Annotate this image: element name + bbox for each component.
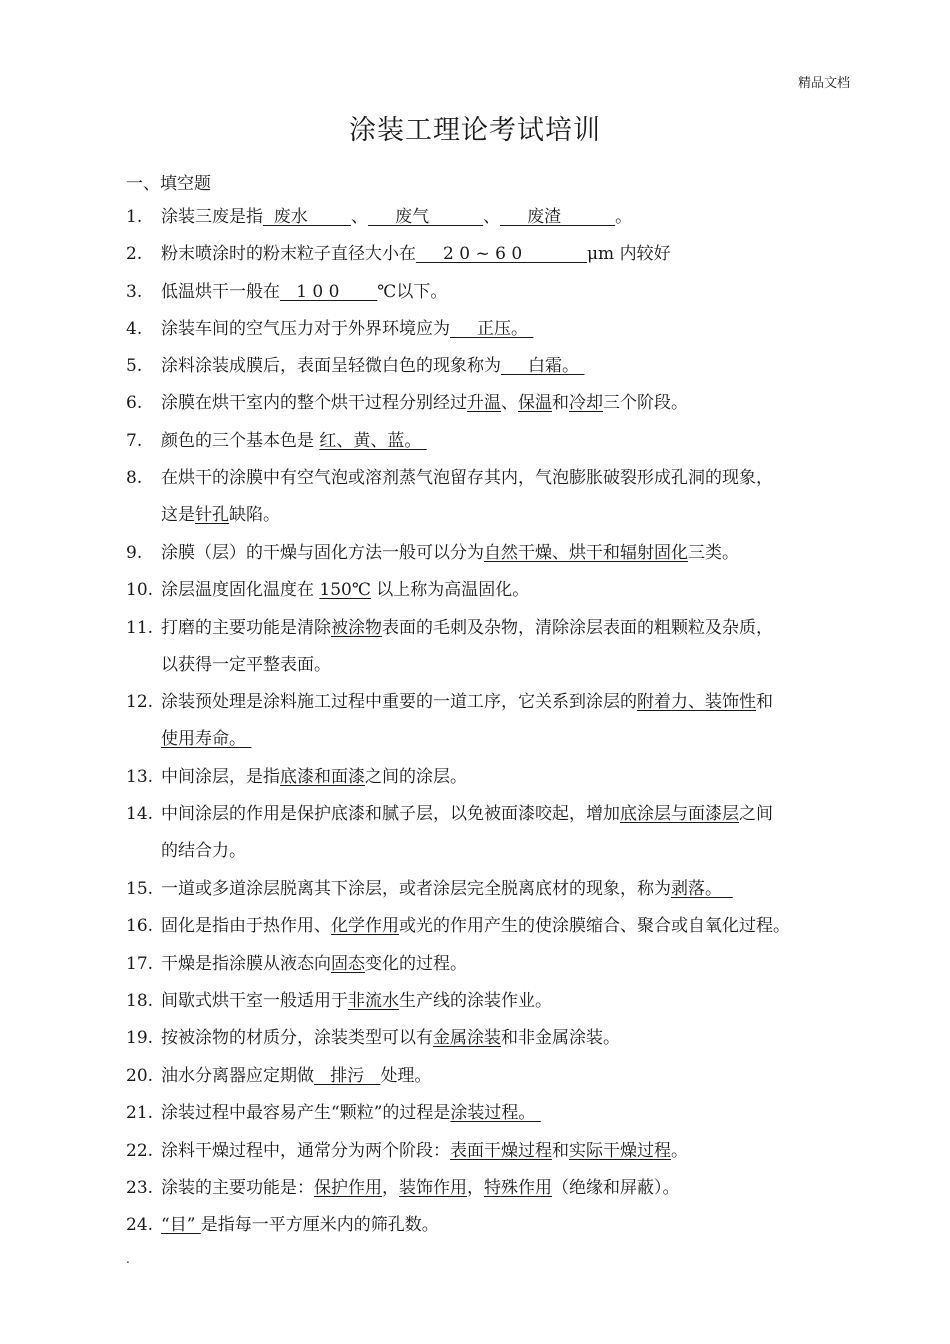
answer-blank: 实际干燥过程: [569, 1141, 671, 1161]
answer-blank: 自然干燥、烘干和辐射固化: [484, 543, 688, 563]
question-22: 22. 涂料干燥过程中，通常分为两个阶段：表面干燥过程和实际干燥过程。: [126, 1141, 688, 1161]
question-19: 19. 按被涂物的材质分，涂装类型可以有金属涂装和非金属涂装。: [126, 1028, 620, 1048]
answer-blank: 红、黄、蓝。: [319, 431, 427, 451]
question-3: 3. 低温烘干一般在 1 0 0 ℃以下。: [126, 282, 448, 302]
answer-blank: 金属涂装: [433, 1028, 501, 1048]
answer-blank: 保温: [518, 393, 552, 413]
answer-blank: 2 0 ~ 6 0: [416, 244, 587, 264]
answer-blank: 废渣: [500, 207, 616, 227]
answer-blank: 废水: [263, 207, 352, 227]
question-20: 20. 油水分离器应定期做 排污 处理。: [126, 1066, 432, 1086]
question-5: 5. 涂料涂装成膜后，表面呈轻微白色的现象称为 白霜。: [126, 356, 585, 376]
question-23: 23. 涂装的主要功能是：保护作用，装饰作用，特殊作用（绝缘和屏蔽）。: [126, 1178, 680, 1198]
answer-blank: 正压。: [450, 319, 534, 339]
answer-blank: 化学作用: [331, 916, 399, 936]
answer-blank: 固态: [331, 954, 365, 974]
question-10: 10. 涂层温度固化温度在 150℃ 以上称为高温固化。: [126, 580, 530, 600]
question-6: 6. 涂膜在烘干室内的整个烘干过程分别经过升温、保温和冷却三个阶段。: [126, 393, 688, 413]
question-8: 8. 在烘干的涂膜中有空气泡或溶剂蒸气泡留存其内，气泡膨胀破裂形成孔洞的现象， 这是针孔缺陷。: [126, 468, 773, 525]
answer-blank: 冷却: [569, 393, 603, 413]
question-24: 24. “目” 是指每一平方厘米内的筛孔数。: [126, 1215, 439, 1235]
answer-blank: 排污: [314, 1066, 381, 1086]
page-title: 涂装工理论考试培训: [349, 115, 601, 146]
question-15: 15. 一道或多道涂层脱离其下涂层，或者涂层完全脱离底材的现象，称为剥落。: [126, 879, 733, 899]
footer-mark: .: [126, 1252, 130, 1266]
question-16: 16. 固化是指由于热作用、化学作用或光的作用产生的使涂膜缩合、聚合或自氧化过程。: [126, 916, 790, 936]
answer-blank: 使用寿命。: [161, 729, 252, 749]
question-17: 17. 干燥是指涂膜从液态向固态变化的过程。: [126, 954, 467, 974]
answer-blank: 剥落。: [671, 879, 733, 899]
question-1: 1. 涂装三废是指 废水 、 废气 、 废渣 。: [126, 207, 633, 227]
question-14: 14. 中间涂层的作用是保护底漆和腻子层，以免被面漆咬起，增加底涂层与面漆层之间 的结合力。: [126, 804, 773, 861]
answer-blank: 1 0 0: [280, 282, 378, 302]
answer-blank: 废气: [368, 207, 484, 227]
answer-blank: “目”: [161, 1215, 201, 1235]
answer-blank: 底漆和面漆: [280, 767, 365, 787]
answer-blank: 白霜。: [501, 356, 585, 376]
answer-blank: 装饰作用: [399, 1178, 467, 1198]
question-18: 18. 间歇式烘干室一般适用于非流水生产线的涂装作业。: [126, 991, 552, 1011]
answer-blank: 表面干燥过程: [450, 1141, 552, 1161]
answer-blank: 非流水: [348, 991, 399, 1011]
question-7: 7. 颜色的三个基本色是 红、黄、蓝。: [126, 431, 427, 451]
answer-blank: 特殊作用: [484, 1178, 552, 1198]
answer-blank: 保护作用: [314, 1178, 382, 1198]
answer-blank: 被涂物: [331, 618, 382, 638]
section-heading: 一、填空题: [126, 174, 211, 194]
answer-blank: 附着力、装饰性: [637, 692, 756, 712]
answer-blank: 底涂层与面漆层: [620, 804, 739, 824]
question-4: 4. 涂装车间的空气压力对于外界环境应为 正压。: [126, 319, 534, 339]
answer-blank: 150℃: [319, 580, 371, 600]
answer-blank: 针孔: [195, 505, 229, 525]
question-21: 21. 涂装过程中最容易产生“颗粒”的过程是涂装过程。: [126, 1103, 541, 1123]
question-11: 11. 打磨的主要功能是清除被涂物表面的毛刺及杂物，清除涂层表面的粗颗粒及杂质， 以获得一定平整表面。: [126, 618, 773, 675]
answer-blank: 升温: [467, 393, 501, 413]
question-12: 12. 涂装预处理是涂料施工过程中重要的一道工序，它关系到涂层的附着力、装饰性和 使用寿命。: [126, 692, 773, 749]
question-2: 2. 粉末喷涂时的粉末粒子直径大小在 2 0 ~ 6 0 μm 内较好: [126, 244, 671, 264]
question-13: 13. 中间涂层，是指底漆和面漆之间的涂层。: [126, 767, 467, 787]
answer-blank: 涂装过程。: [450, 1103, 541, 1123]
header-note: 精品文档: [797, 76, 850, 91]
question-9: 9. 涂膜（层）的干燥与固化方法一般可以分为自然干燥、烘干和辐射固化三类。: [126, 543, 739, 563]
